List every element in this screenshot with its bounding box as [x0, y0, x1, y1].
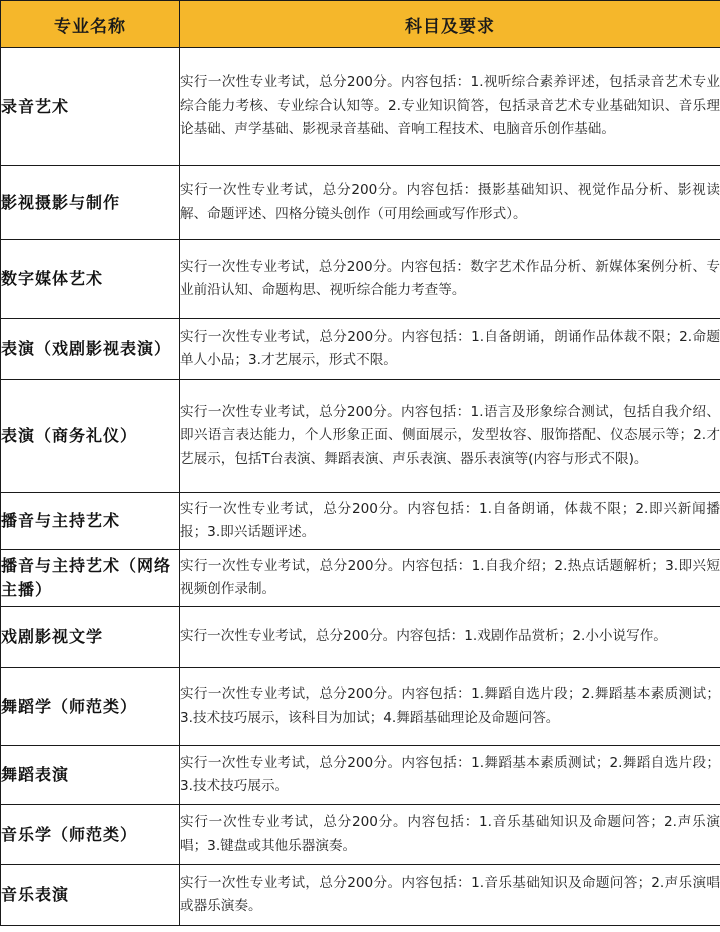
table-row — [1, 805, 720, 865]
requirements-text: 实行一次性专业考试，总分200分。内容包括：1.音乐基础知识及命题问答；2.声乐演唱；3.键盘或其他乐器演奏。 — [180, 805, 720, 865]
major-name: 播音与主持艺术 — [1, 493, 180, 550]
requirements-text: 实行一次性专业考试，总分200分。内容包括：1.语言及形象综合测试，包括自我介绍、即兴语言表达能力，个人形象正面、侧面展示，发型妆容、服饰搭配、仪态展示等；2.才艺展示，包括T台表演、舞蹈表演、声乐表演、器乐表演等(内容与形式不限)。 — [180, 380, 720, 493]
requirements-text: 实行一次性专业考试，总分200分。内容包括：1.自我介绍；2.热点话题解析；3.即兴短视频创作录制。 — [180, 550, 720, 607]
table-header-row — [1, 1, 720, 48]
requirements-text: 实行一次性专业考试，总分200分。内容包括：摄影基础知识、视觉作品分析、影视读解、命题评述、四格分镜头创作（可用绘画或写作形式）。 — [180, 166, 720, 240]
header-requirements: 科目及要求 — [180, 1, 720, 48]
header-major: 专业名称 — [1, 1, 180, 48]
requirements-text: 实行一次性专业考试，总分200分。内容包括：1.舞蹈基本素质测试；2.舞蹈自选片段； 3.技术技巧展示。 — [180, 746, 720, 805]
major-name: 影视摄影与制作 — [1, 166, 180, 240]
major-name: 音乐表演 — [1, 865, 180, 926]
requirements-text: 实行一次性专业考试，总分200分。内容包括：1.自备朗诵，体裁不限；2.即兴新闻播报；3.即兴话题评述。 — [180, 493, 720, 550]
major-name: 数字媒体艺术 — [1, 240, 180, 319]
requirements-text: 实行一次性专业考试，总分200分。内容包括：1.视听综合素养评述，包括录音艺术专业综合能力考核、专业综合认知等。2.专业知识简答，包括录音艺术专业基础知识、音乐理论基础、声学基础、影视录音基础、音响工程技术、电脑音乐创作基础。 — [180, 48, 720, 166]
table-row — [1, 166, 720, 240]
major-name: 戏剧影视文学 — [1, 607, 180, 668]
table-row — [1, 319, 720, 380]
major-name: 表演（戏剧影视表演） — [1, 319, 180, 380]
table-row — [1, 240, 720, 319]
requirements-text: 实行一次性专业考试，总分200分。内容包括：1.自备朗诵，朗诵作品体裁不限；2.命题单人小品；3.才艺展示，形式不限。 — [180, 319, 720, 380]
requirements-text: 实行一次性专业考试，总分200分。内容包括：1.戏剧作品赏析；2.小小说写作。 — [180, 607, 720, 668]
table-row — [1, 668, 720, 746]
table-row — [1, 607, 720, 668]
major-name: 表演（商务礼仪） — [1, 380, 180, 493]
table-row — [1, 48, 720, 166]
requirements-text: 实行一次性专业考试，总分200分。内容包括：1.舞蹈自选片段；2.舞蹈基本素质测试；3.技术技巧展示，该科目为加试；4.舞蹈基础理论及命题问答。 — [180, 668, 720, 746]
major-name: 舞蹈表演 — [1, 746, 180, 805]
table-row — [1, 380, 720, 493]
table-row — [1, 746, 720, 805]
major-name: 录音艺术 — [1, 48, 180, 166]
major-name: 音乐学（师范类） — [1, 805, 180, 865]
requirements-text: 实行一次性专业考试，总分200分。内容包括：数字艺术作品分析、新媒体案例分析、专业前沿认知、命题构思、视听综合能力考查等。 — [180, 240, 720, 319]
table-row — [1, 550, 720, 607]
major-name: 播音与主持艺术（网络主播） — [1, 550, 180, 607]
table-row — [1, 493, 720, 550]
table-row — [1, 865, 720, 926]
requirements-text: 实行一次性专业考试，总分200分。内容包括：1.音乐基础知识及命题问答；2.声乐演唱或器乐演奏。 — [180, 865, 720, 926]
major-name: 舞蹈学（师范类） — [1, 668, 180, 746]
